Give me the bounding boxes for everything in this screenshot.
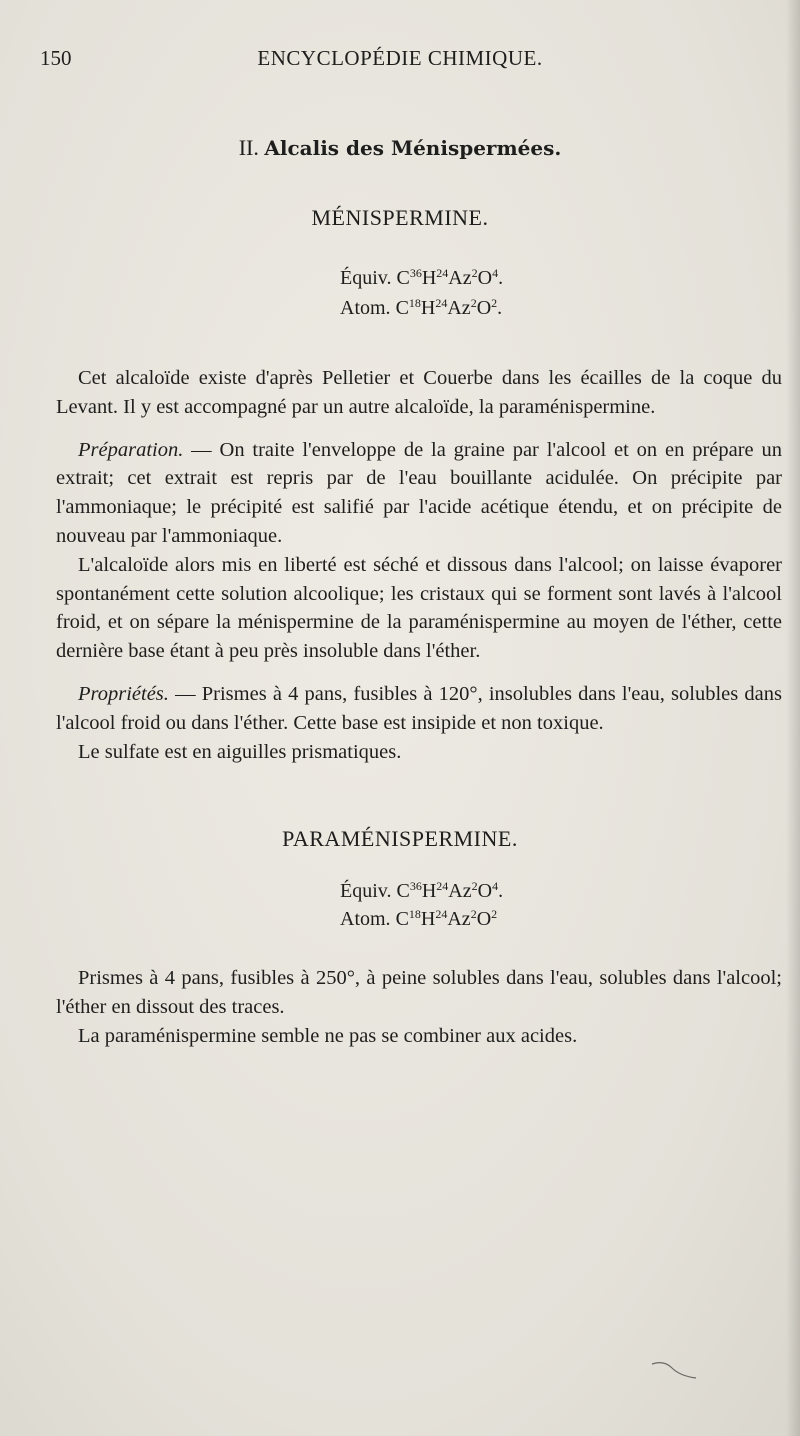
page-number: 150 [40, 46, 72, 70]
page-header [40, 46, 760, 76]
preparation-paragraph-2: L'alcaloïde alors mis en liberté est séché et dissous dans l'alcool; on laisse évaporer spontanément cette solution alcoolique; les cristaux qui se forment sont lavés à l'alcool froid, et on sépare la ménispermine de la paraménispermine au moyen de l'éther, cette dernière base étant à peu près insoluble dans l'éther. [56, 553, 782, 663]
atom-label: Atom. [340, 908, 391, 930]
ink-mark [650, 1358, 700, 1382]
paramenispermine-equiv-formula: Équiv. $C^{36}H^{24}Az^2O^4$. [340, 879, 504, 902]
sulfate-paragraph: Le sulfate est en aiguilles prismatiques. [78, 740, 402, 763]
section-title [0, 135, 800, 161]
paramenispermine-atom-formula: Atom. $C^{18}H^{24}Az^2O^2$ [340, 907, 498, 930]
preparation-text: — On traite l'enveloppe de la graine par l'alcool et on en prépare un extrait; cet extrait est repris par de l'eau bouillante acidulée. On précipite par l'ammoniaque; le précipité est salifié par l'acide acétique étendu, et on précipite de nouveau par l'ammoniaque. [56, 438, 782, 547]
preparation-label: Préparation. [78, 438, 184, 461]
section-number: II. [238, 135, 259, 160]
atom-label: Atom. [340, 297, 391, 319]
section-heading: Alcalis des Ménispermées. [264, 136, 562, 160]
menispermine-equiv-formula: Équiv. $C^{36}H^{24}Az^2O^4$. [340, 266, 504, 289]
paramenispermine-paragraph-2: La paraménispermine semble ne pas se combiner aux acides. [78, 1024, 578, 1047]
equiv-label: Équiv. [340, 267, 392, 289]
preparation-paragraph [56, 436, 782, 551]
paramenispermine-title: PARAMÉNISPERMINE. [282, 826, 518, 851]
properties-text: — Prismes à 4 pans, fusibles à 120°, insolubles dans l'eau, solubles dans l'alcool froid ou dans l'éther. Cette base est insipide et non toxique. [56, 682, 782, 734]
menispermine-atom-formula: Atom. $C^{18}H^{24}Az^2O^2$. [340, 296, 503, 319]
running-title: ENCYCLOPÉDIE CHIMIQUE. [257, 46, 543, 70]
equiv-label: Équiv. [340, 880, 392, 902]
paramenispermine-paragraph-1: Prismes à 4 pans, fusibles à 250°, à peine solubles dans l'eau, solubles dans l'alcool; l'éther en dissout des traces. [56, 967, 782, 1018]
menispermine-body [56, 364, 782, 766]
menispermine-title: MÉNISPERMINE. [311, 205, 489, 230]
paramenispermine-body [56, 964, 782, 1050]
menispermine-intro: Cet alcaloïde existe d'après Pelletier et Couerbe dans les écailles de la coque du Levant. Il y est accompagné par un autre alcaloïde, la paraménispermine. [56, 367, 782, 418]
properties-paragraph [56, 680, 782, 738]
properties-label: Propriétés. [78, 682, 169, 705]
